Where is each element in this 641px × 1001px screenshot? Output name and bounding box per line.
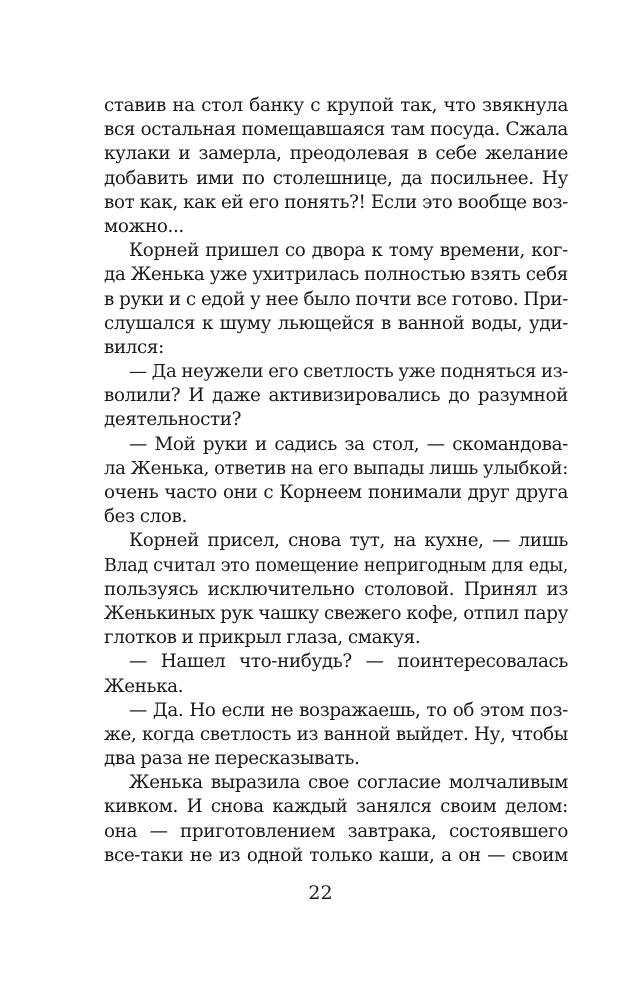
- text-line: Женька выразила свое согласие молчаливым: [129, 772, 568, 794]
- text-line: же, когда светлость из ванной выйдет. Ну, чтобы: [104, 723, 568, 745]
- text-line: — Да. Но если не возражаешь, то об этом поз-: [129, 699, 568, 721]
- text-line: волили? И даже активизировались до разумной: [104, 385, 568, 407]
- page-number: 22: [308, 882, 333, 904]
- text-line: Корней присел, снова тут, на кухне, — лишь: [129, 530, 568, 552]
- text-line: Женька.: [104, 675, 184, 697]
- text-line: Влад считал это помещение непригодным для еды,: [104, 555, 568, 576]
- text-line: — Да неужели его светлость уже подняться из-: [129, 361, 568, 383]
- text-line: — Мой руки и садись за стол, — скомандова-: [129, 433, 568, 455]
- text-line: кивком. И снова каждый занялся своим делом:: [104, 796, 568, 818]
- text-line: — Нашел что-нибудь? — поинтересовалась: [129, 651, 568, 673]
- body-text: [104, 94, 568, 868]
- text-line: деятельности?: [104, 409, 242, 431]
- text-line: ла Женька, ответив на его выпады лишь улыбкой:: [104, 457, 568, 479]
- text-line: ставив на стол банку с крупой так, что звякнула: [104, 95, 568, 116]
- text-line: кулаки и замерла, преодолевая в себе желание: [104, 143, 568, 165]
- text-line: в руки и с едой у нее было почти все готово. При-: [104, 288, 568, 310]
- text-line: без слов.: [104, 506, 187, 528]
- text-line: очень часто они с Корнеем понимали друг друга: [104, 482, 568, 503]
- text-line: вот как, как ей его понять?! Если это вообще воз-: [104, 191, 568, 213]
- text-line: пользуясь исключительно столовой. Принял из: [104, 578, 568, 600]
- text-line: вся остальная помещавшаяся там посуда. Сжала: [104, 119, 568, 141]
- text-line: все-таки не из одной только каши, а он — своим: [104, 844, 568, 866]
- text-line: глотков и прикрыл глаза, смакуя.: [104, 627, 421, 649]
- text-line: добавить ими по столешнице, да посильнее. Ну: [104, 167, 568, 189]
- text-line: слушался к шуму льющейся в ванной воды, уди-: [104, 312, 568, 334]
- text-line: да Женька уже ухитрилась полностью взять себя: [104, 264, 568, 286]
- text-line: Корней пришел со двора к тому времени, ког-: [129, 240, 568, 262]
- text-line: два раза не пересказывать.: [104, 748, 360, 770]
- text-line: Женькиных рук чашку свежего кофе, отпил пару: [104, 602, 568, 624]
- text-line: она — приготовлением завтрака, состоявшего: [104, 820, 568, 842]
- text-line: можно...: [104, 215, 184, 237]
- text-line: вился:: [104, 336, 164, 358]
